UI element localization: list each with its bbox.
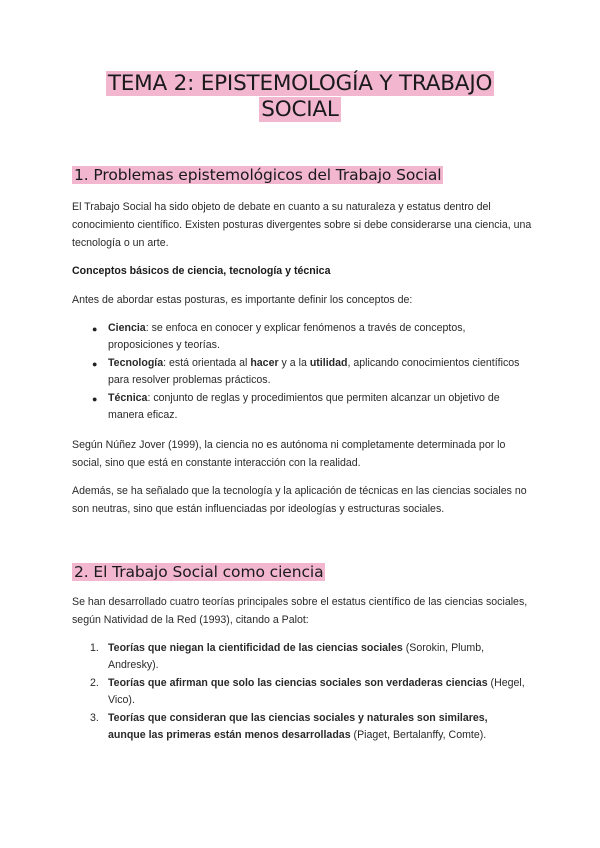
section-1-paragraph-2: Según Núñez Jover (1999), la ciencia no es autónoma ni completamente determinada por lo social, sino que está en constante interacción con la realidad.	[72, 439, 506, 470]
section-1-heading: 1. Problemas epistemológicos del Trabajo Social	[74, 166, 442, 184]
list-number: 2.	[90, 677, 99, 689]
bullet-strong: utilidad	[309, 357, 348, 369]
list-number: 3.	[90, 712, 99, 724]
list-item-rest: (Sorokin, Plumb, Andresky).	[108, 642, 485, 672]
bullet-marker: ●	[92, 324, 98, 334]
list-item-strong: Teorías que consideran que las ciencias sociales y naturales son similares, aunque las primeras están menos desarrolladas	[108, 712, 488, 742]
bullet-term: Técnica	[108, 392, 148, 404]
bullet-text: : conjunto de reglas y procedimientos que permiten alcanzar un objetivo de manera eficaz.	[108, 392, 500, 422]
document-title	[60, 71, 540, 123]
section-1-subheading: Conceptos básicos de ciencia, tecnología y técnica	[72, 265, 331, 277]
section-1-paragraph-3: Además, se ha señalado que la tecnología y la aplicación de técnicas en las ciencias sociales no son neutras, sino que están influenciadas por ideologías y estructuras sociales.	[72, 485, 527, 516]
list-item	[108, 675, 528, 709]
bullet-item-tecnica	[108, 390, 528, 424]
bullet-text: : se enfoca en conocer y explicar fenómenos a través de conceptos, proposiciones y teorías.	[108, 322, 466, 352]
bullet-text: y a la	[278, 357, 310, 369]
title-line-2: SOCIAL	[261, 97, 339, 122]
section-1-intro: El Trabajo Social ha sido objeto de debate en cuanto a su naturaleza y estatus dentro del conocimiento científico. Existen posturas divergentes sobre si debe considerarse una ciencia, una tecnología o un arte.	[72, 201, 532, 250]
section-2-intro: Se han desarrollado cuatro teorías principales sobre el estatus científico de las ciencias sociales, según Natividad de la Red (1993), citando a Palot:	[72, 596, 528, 627]
list-number: 1.	[90, 642, 99, 654]
title-line-1: TEMA 2: EPISTEMOLOGÍA Y TRABAJO	[107, 71, 493, 96]
list-item-strong: Teorías que niegan la cientificidad de las ciencias sociales	[108, 642, 403, 654]
bullet-item-ciencia	[108, 320, 528, 354]
bullet-text: : está orientada al	[163, 357, 251, 369]
bullet-marker: ●	[92, 359, 98, 369]
bullet-text: , aplicando conocimientos científicos para resolver problemas prácticos.	[108, 357, 520, 387]
bullet-item-tecnologia	[108, 355, 528, 389]
bullet-term: Ciencia	[108, 322, 146, 334]
bullet-strong: hacer	[250, 357, 279, 369]
list-item-rest: (Hegel, Vico).	[108, 677, 525, 707]
section-1-lead: Antes de abordar estas posturas, es importante definir los conceptos de:	[72, 294, 413, 306]
bullet-marker: ●	[92, 394, 98, 404]
list-item	[108, 640, 528, 674]
bullet-term: Tecnología	[108, 357, 164, 369]
list-item	[108, 710, 528, 744]
list-item-rest: (Piaget, Bertalanffy, Comte).	[350, 729, 487, 742]
section-2-heading: 2. El Trabajo Social como ciencia	[74, 563, 324, 581]
list-item-strong: Teorías que afirman que solo las ciencias sociales son verdaderas ciencias	[108, 677, 488, 689]
